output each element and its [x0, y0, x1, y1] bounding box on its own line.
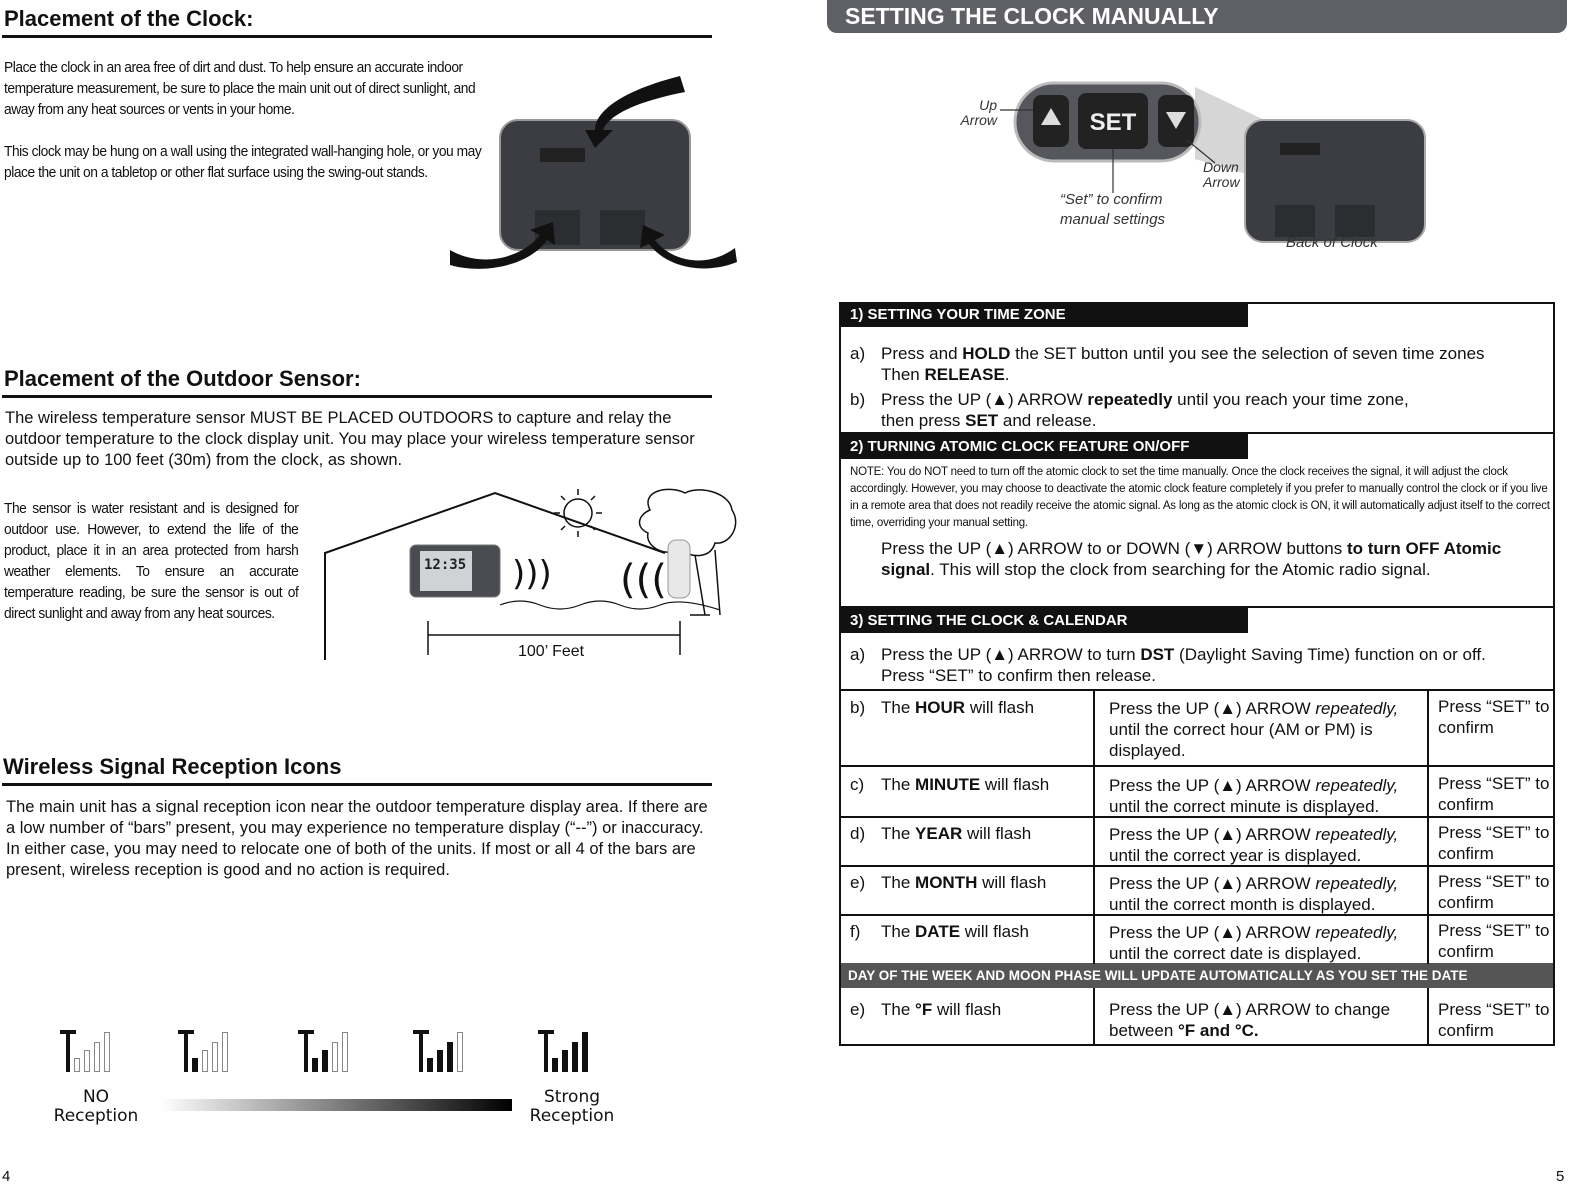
row-divider [839, 765, 1555, 767]
down-arrow-label: Down Arrow [1203, 159, 1240, 190]
row-label: The YEAR will flash [881, 824, 1032, 843]
signal-strength-icon [538, 1028, 598, 1074]
row-action: Press the UP (▲) ARROW repeatedly, until the correct year is displayed. [1109, 825, 1399, 865]
col-divider-1b [1093, 988, 1095, 1045]
set-confirm-label: “Set” to confirm manual settings [1060, 191, 1166, 228]
page-number-left: 4 [2, 1168, 11, 1185]
distance-label: 100’ Feet [518, 643, 585, 660]
col-divider-2 [1427, 689, 1429, 964]
sensor-distance-illustration [320, 485, 740, 660]
right-page-title: SETTING THE CLOCK MANUALLY [845, 3, 1219, 29]
s3-a-divider [839, 689, 1555, 691]
row-marker: f) [850, 922, 861, 941]
sensor-para-2: The sensor is water resistant and is designed for outdoor use. However, to extend the life of the product, place it in an area protected from harsh weather elements. To ensure an accurate temperature reading, be sure the sensor is out of direct sunlight and away from any heat sources. [4, 500, 299, 622]
row-label: The HOUR will flash [881, 698, 1035, 717]
s1-b-marker: b) [850, 390, 866, 409]
temp-row-confirm: Press “SET” to confirm [1438, 1000, 1550, 1040]
row-confirm: Press “SET” to confirm [1438, 823, 1550, 863]
signal-strength-icon [178, 1028, 238, 1074]
clock-back-stand-right [600, 210, 645, 245]
row-action: Press the UP (▲) ARROW repeatedly, until the correct month is displayed. [1109, 874, 1399, 914]
row-confirm: Press “SET” to confirm [1438, 872, 1550, 912]
up-arrow-label: Up Arrow [960, 97, 997, 128]
signal-waves-left-icon: ((( [620, 557, 667, 603]
sun-rays-icon [554, 489, 602, 537]
row-divider [839, 914, 1555, 916]
col-divider-1 [1093, 689, 1095, 964]
grass-line [500, 601, 720, 610]
row-confirm: Press “SET” to confirm [1438, 697, 1550, 737]
s1-a-marker: a) [850, 344, 866, 363]
clock-para-2: This clock may be hung on a wall using the integrated wall-hanging hole, or you may place the unit on a tabletop or other flat surface using the swing-out stands. [4, 143, 482, 181]
row-divider [839, 865, 1555, 867]
row-label: The DATE will flash [881, 922, 1030, 941]
back-of-clock-label: Back of Clock [1286, 234, 1378, 251]
col-divider-2b [1427, 988, 1429, 1045]
row-marker: e) [850, 873, 866, 892]
row-confirm: Press “SET” to confirm [1438, 774, 1550, 814]
clock-para-1: Place the clock in an area free of dirt and dust. To help ensure an accurate indoor temperature measurement, be sure to place the main unit out of direct sunlight, and away from any heat sources or vents in your home. [4, 59, 476, 118]
s3-a-text: Press the UP (▲) ARROW to turn DST (Daylight Saving Time) function on or off. Press “SET” to confirm then release. [881, 645, 1486, 685]
row-action: Press the UP (▲) ARROW repeatedly, until the correct date is displayed. [1109, 923, 1399, 963]
row-label: The MINUTE will flash [881, 775, 1050, 794]
strong-reception-label: Strong Reception [529, 1087, 615, 1126]
no-reception-label: NO Reception [53, 1087, 139, 1126]
temp-row-marker: e) [850, 1000, 866, 1019]
sensor-section-title: Placement of the Outdoor Sensor: [4, 366, 361, 391]
s3-a-marker: a) [850, 645, 866, 664]
s2-note: NOTE: You do NOT need to turn off the atomic clock to set the time manually. Once the clock receives the signal, it will adjust the clock accordingly. However, you may choose to deactivate the atomic clock feature completely if you prefer to manually control the clock or if you live in a remote area that does not readily receive the atomic signal. As long as the atomic clock is ON, it will automatically adjust itself to the correct time, overriding your manual setting. [850, 466, 1550, 529]
clock-time: 12:35 [424, 557, 467, 573]
wireless-section-rule [2, 783, 712, 786]
row-label: The MONTH will flash [881, 873, 1047, 892]
clock-back-illustration [445, 70, 740, 275]
signal-strength-icon [298, 1028, 358, 1074]
section3-header: 3) SETTING THE CLOCK & CALENDAR [841, 608, 1248, 633]
outdoor-sensor [668, 540, 690, 598]
s1-b-text: Press the UP (▲) ARROW repeatedly until you reach your time zone, then press SET and release. [881, 390, 1409, 430]
sensor-section-rule [2, 395, 712, 398]
s1-a-text: Press and HOLD the SET button until you see the selection of seven time zones Then RELEASE. [881, 344, 1485, 384]
reception-gradient-bar [160, 1099, 512, 1111]
row-marker: b) [850, 698, 866, 717]
temp-row-label: The °F will flash [881, 1000, 1002, 1019]
temp-row-action: Press the UP (▲) ARROW to change between °F and °C. [1109, 1000, 1391, 1040]
clock-section-title: Placement of the Clock: [4, 6, 254, 31]
signal-icons-row [60, 1028, 620, 1074]
signal-strength-icon [413, 1028, 473, 1074]
row-action: Press the UP (▲) ARROW repeatedly, until the correct minute is displayed. [1109, 776, 1399, 816]
section1-header: 1) SETTING YOUR TIME ZONE [841, 302, 1248, 327]
wireless-para: The main unit has a signal reception icon near the outdoor temperature display area. If there are a low number of “bars” present, you may experience no temperature display (“--”) or inaccuracy. In either case, you may need to relocate one of both of the units. If most or all 4 of the bars are present, wireless reception is good and no action is required. [6, 798, 708, 879]
wireless-section-title: Wireless Signal Reception Icons [3, 754, 342, 779]
clock-back-buttons [540, 148, 585, 162]
clock-section-rule [2, 35, 712, 38]
page-number-right: 5 [1556, 1168, 1565, 1185]
row-divider [839, 816, 1555, 818]
row-marker: d) [850, 824, 866, 843]
section2-header: 2) TURNING ATOMIC CLOCK FEATURE ON/OFF [841, 434, 1248, 459]
row-marker: c) [850, 775, 865, 794]
signal-strength-icon [60, 1028, 120, 1074]
s2-text: Press the UP (▲) ARROW to or DOWN (▼) ARROW buttons to turn OFF Atomic signal. This will stop the clock from searching for the Atomic radio signal. [881, 539, 1502, 579]
day-week-band: DAY OF THE WEEK AND MOON PHASE WILL UPDATE AUTOMATICALLY AS YOU SET THE DATE [841, 963, 1553, 988]
clock-section-text [4, 57, 492, 183]
row-confirm: Press “SET” to confirm [1438, 921, 1550, 961]
row-action: Press the UP (▲) ARROW repeatedly, until the correct hour (AM or PM) is displayed. [1109, 699, 1399, 760]
sensor-para-1: The wireless temperature sensor MUST BE PLACED OUTDOORS to capture and relay the outdoor temperature to the clock display unit. You may place your wireless temperature sensor outside up to 100 feet (30m) from the clock, as shown. [5, 409, 695, 469]
set-button-label: SET [1089, 109, 1137, 136]
signal-waves-right-icon: ))) [512, 554, 552, 594]
